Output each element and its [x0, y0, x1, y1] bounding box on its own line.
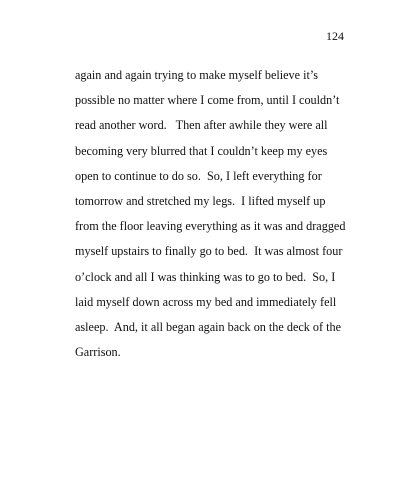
text-line: from the floor leaving everything as it was and dragged	[75, 219, 346, 234]
text-line: open to continue to do so. So, I left everything for	[75, 168, 322, 183]
text-line: tomorrow and stretched my legs. I lifted myself up	[75, 193, 326, 208]
text-line: asleep. And, it all began again back on the deck of the	[75, 319, 341, 334]
text-line: becoming very blurred that I couldn’t keep my eyes	[75, 143, 328, 158]
text-line: laid myself down across my bed and immediately fell	[75, 294, 337, 309]
text-line: again and again trying to make myself believe it’s	[75, 68, 318, 82]
text-line: Garrison.	[75, 345, 121, 360]
text-line: myself upstairs to finally go to bed. It was almost four	[75, 244, 343, 259]
text-line: read another word. Then after awhile they were all	[75, 118, 328, 133]
body-text	[75, 63, 375, 365]
text-line: possible no matter where I come from, until I couldn’t	[75, 93, 340, 108]
text-line: o’clock and all I was thinking was to go to bed. So, I	[75, 269, 336, 284]
page-number: 124	[326, 29, 344, 43]
